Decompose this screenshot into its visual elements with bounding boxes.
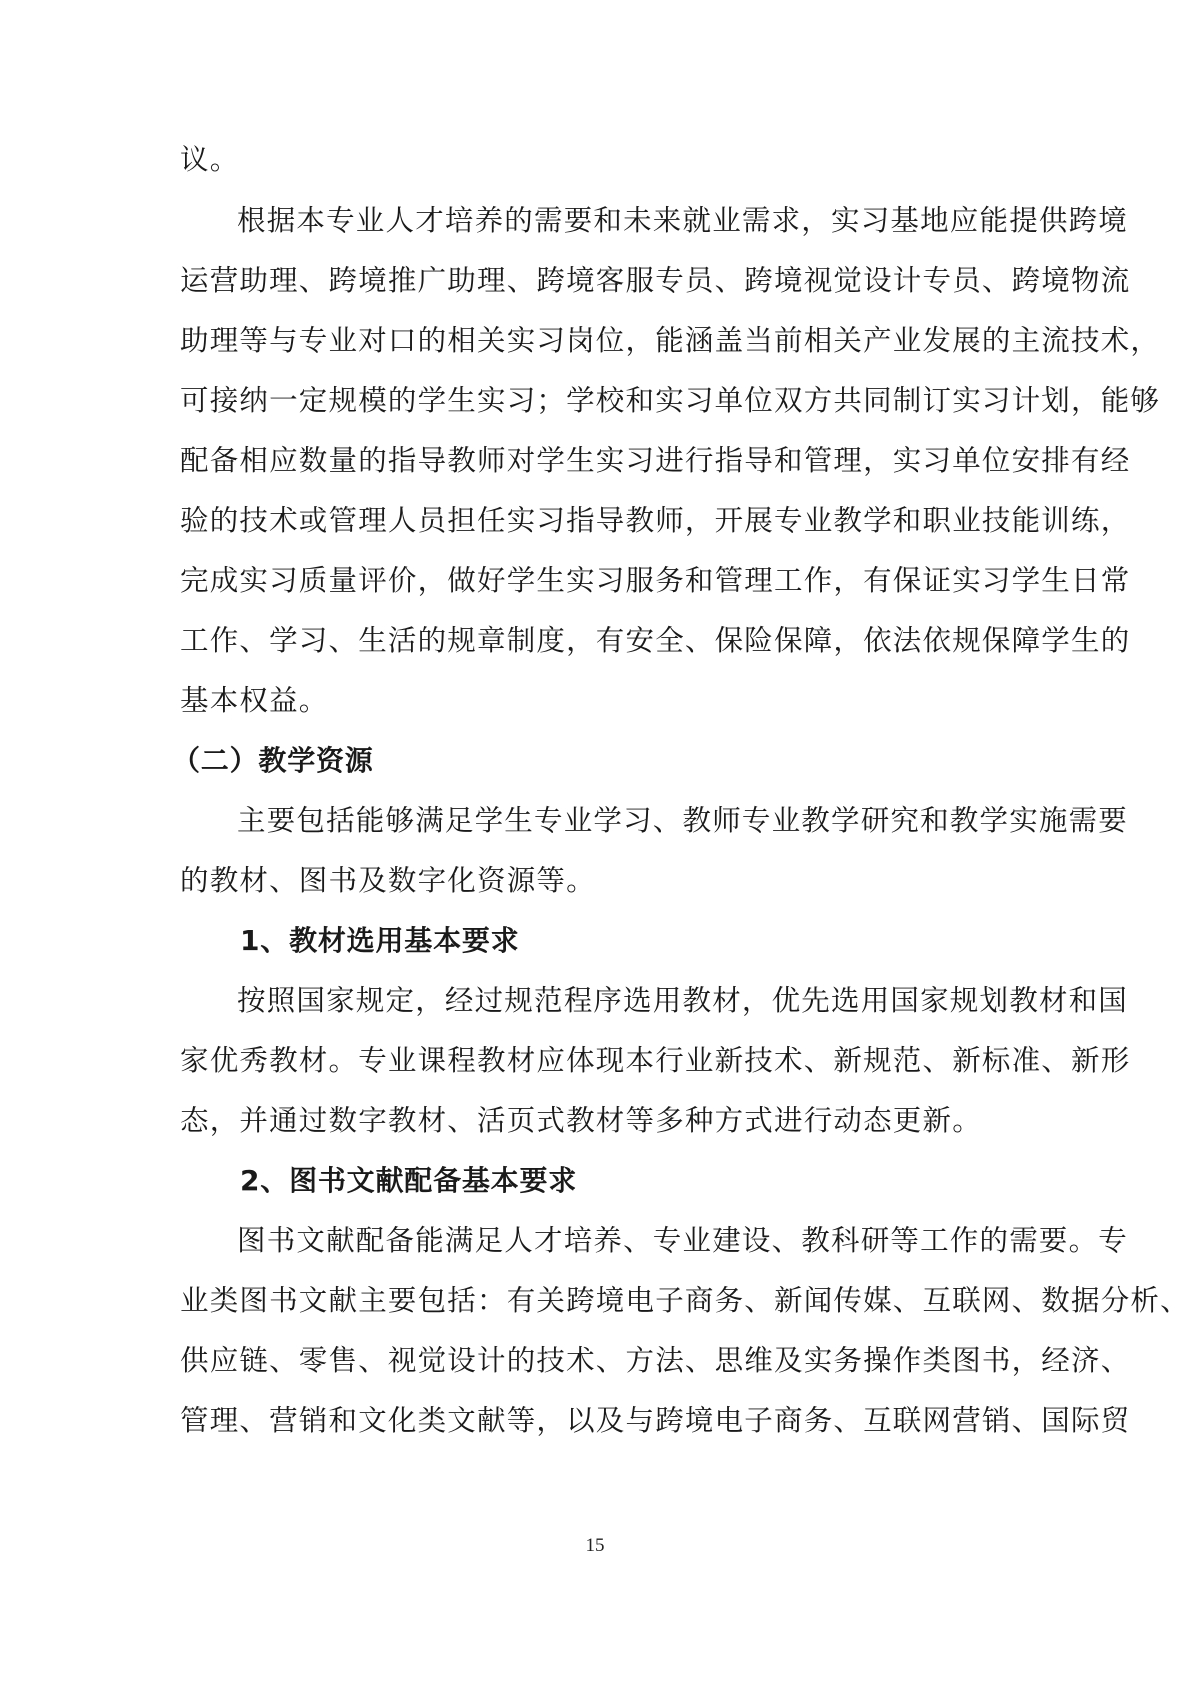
- section-heading: （二）教学资源: [172, 744, 374, 777]
- paragraph-line: 图书文献配备能满足人才培养、专业建设、教科研等工作的需要。专: [237, 1224, 1129, 1257]
- paragraph-line: 供应链、零售、视觉设计的技术、方法、思维及实务操作类图书，经济、: [180, 1344, 1131, 1377]
- paragraph-line: 议。: [180, 143, 240, 176]
- paragraph-line: 助理等与专业对口的相关实习岗位，能涵盖当前相关产业发展的主流技术，: [180, 324, 1161, 357]
- subsection-heading: 1、教材选用基本要求: [240, 924, 520, 957]
- paragraph-line: 管理、营销和文化类文献等，以及与跨境电子商务、互联网营销、国际贸: [180, 1404, 1131, 1437]
- paragraph-line: 配备相应数量的指导教师对学生实习进行指导和管理，实习单位安排有经: [180, 444, 1131, 477]
- paragraph-line: 家优秀教材。专业课程教材应体现本行业新技术、新规范、新标准、新形: [180, 1044, 1131, 1077]
- paragraph-line: 按照国家规定，经过规范程序选用教材，优先选用国家规划教材和国: [237, 984, 1129, 1017]
- subsection-heading: 2、图书文献配备基本要求: [240, 1164, 578, 1197]
- paragraph-line: 完成实习质量评价，做好学生实习服务和管理工作，有保证实习学生日常: [180, 564, 1131, 597]
- paragraph-line: 的教材、图书及数字化资源等。: [180, 864, 596, 897]
- paragraph-line: 可接纳一定规模的学生实习；学校和实习单位双方共同制订实习计划，能够: [180, 384, 1161, 417]
- paragraph-line: 主要包括能够满足学生专业学习、教师专业教学研究和教学实施需要: [237, 804, 1129, 837]
- paragraph-line: 验的技术或管理人员担任实习指导教师，开展专业教学和职业技能训练，: [180, 504, 1131, 537]
- paragraph-line: 运营助理、跨境推广助理、跨境客服专员、跨境视觉设计专员、跨境物流: [180, 264, 1131, 297]
- paragraph-line: 态，并通过数字教材、活页式教材等多种方式进行动态更新。: [180, 1104, 982, 1137]
- paragraph-line: 基本权益。: [180, 684, 329, 717]
- page-number: 15: [585, 1535, 605, 1556]
- paragraph-line: 业类图书文献主要包括：有关跨境电子商务、新闻传媒、互联网、数据分析、: [180, 1284, 1190, 1317]
- paragraph-line: 工作、学习、生活的规章制度，有安全、保险保障，依法依规保障学生的: [180, 624, 1131, 657]
- paragraph-line: 根据本专业人才培养的需要和未来就业需求，实习基地应能提供跨境: [237, 204, 1129, 237]
